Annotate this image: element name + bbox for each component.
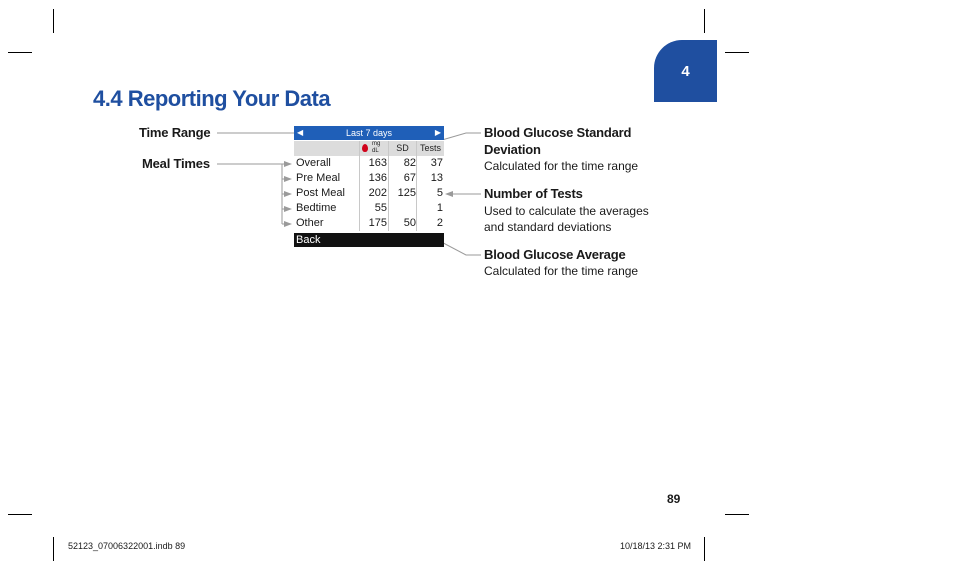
header-sd: SD [389,141,416,156]
header-unit [360,141,388,156]
arrow-right-icon[interactable]: ▶ [434,128,441,137]
row-sd: 125 [397,187,416,199]
row-sd: 67 [403,172,416,184]
row-tests: 5 [436,187,443,199]
meter-screen [294,126,444,246]
row-avg: 55 [374,202,387,214]
page-number: 89 [667,492,681,506]
table-row [294,201,444,216]
row-avg: 175 [368,217,387,229]
time-range-bar[interactable] [294,126,444,140]
avg-description: Calculated for the time range [484,264,639,278]
sd-description: Calculated for the time range [484,159,639,173]
meal-times-label: Meal Times [142,156,210,171]
table-row [294,156,444,171]
row-tests: 2 [436,217,443,229]
time-range-value: Last 7 days [345,128,393,138]
row-label: Bedtime [296,202,337,214]
row-avg: 163 [368,157,387,169]
sd-title-line2: Deviation [484,142,541,157]
row-sd: 50 [403,217,416,229]
header-blank [294,141,359,156]
header-tests: Tests [417,141,444,156]
sd-title-line1: Blood Glucose Standard [484,125,632,140]
table-row [294,216,444,231]
blood-drop-icon [362,144,368,152]
footer-file: 52123_07006322001.indb 89 [68,541,186,551]
unit-bottom: dL [372,148,379,154]
row-tests: 37 [430,157,443,169]
arrow-left-icon[interactable]: ◀ [297,128,304,137]
chapter-number: 4 [681,62,690,80]
row-sd: 82 [403,157,416,169]
table-row [294,171,444,186]
row-avg: 136 [368,172,387,184]
tests-title: Number of Tests [484,186,583,201]
page-title: 4.4 Reporting Your Data [93,86,331,111]
row-label: Pre Meal [296,172,341,184]
footer-date: 10/18/13 2:31 PM [620,541,692,551]
time-range-label: Time Range [139,125,211,140]
unit-top: mg [372,141,381,147]
row-label: Overall [296,157,331,169]
table-row [294,186,444,201]
tests-description-line1: Used to calculate the averages [484,204,649,218]
row-tests: 13 [430,172,443,184]
row-avg: 202 [368,187,387,199]
row-label: Post Meal [296,187,345,199]
row-tests: 1 [436,202,443,214]
back-button[interactable]: Back [294,233,444,247]
avg-title: Blood Glucose Average [484,247,626,262]
row-label: Other [296,217,324,229]
tests-description-line2: and standard deviations [484,220,612,234]
